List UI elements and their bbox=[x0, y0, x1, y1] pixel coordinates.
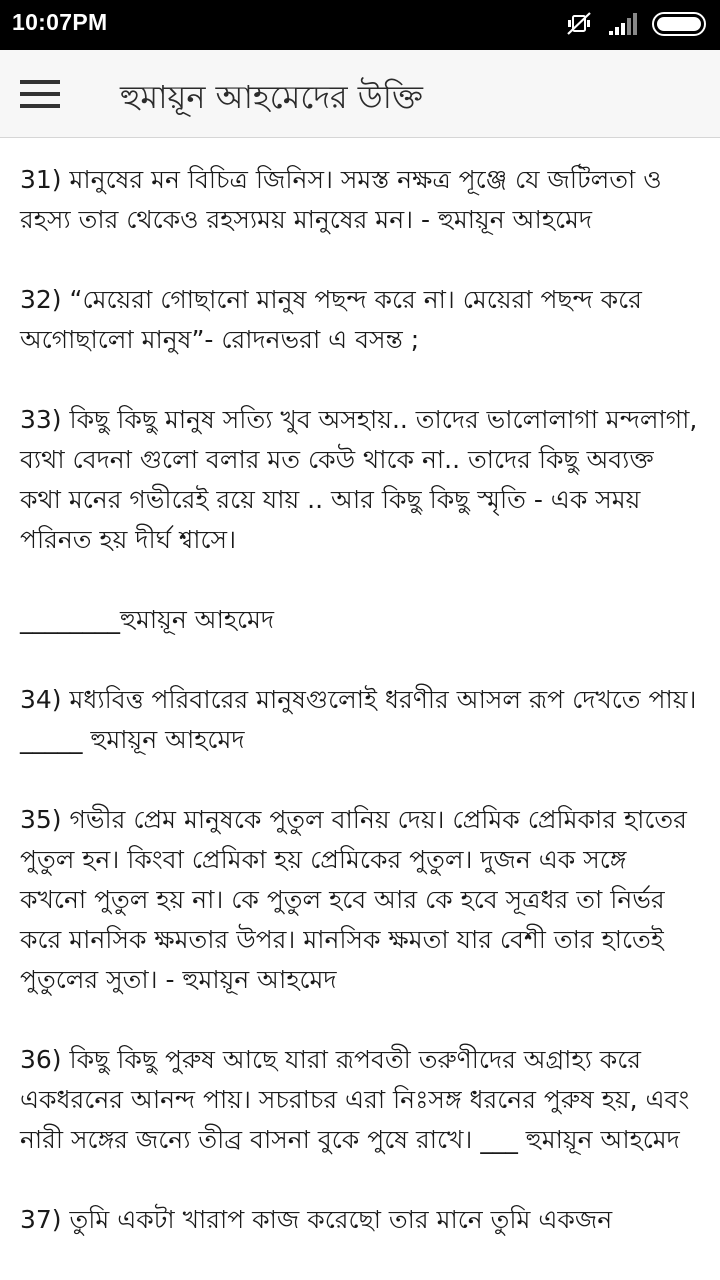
signal-icon bbox=[608, 12, 638, 40]
status-time: 10:07PM bbox=[12, 9, 108, 35]
quote-33: 33) কিছু কিছু মানুষ সত্যি খুব অসহায়.. তাদের ভালোলাগা মন্দলাগা, ব্যথা বেদনা গুলো বলার মত কেউ থাকে না.. তাদের কিছু অব্যক্ত কথা মনের গভীরেই রয়ে যায় .. আর কিছু কিছু স্মৃতি - এক সময় পরিনত হয় দীর্ঘ শ্বাসে। bbox=[20, 405, 698, 554]
quote-35: 35) গভীর প্রেম মানুষকে পুতুল বানিয় দেয়। প্রেমিক প্রেমিকার হাতের পুতুল হন। কিংবা প্রেমিকা হয় প্রেমিকের পুতুল। দুজন এক সঙ্গে কখনো পুতুল হয় না। কে পুতুল হবে আর কে হবে সূত্রধর তা নির্ভর করে মানসিক ক্ষমতার উপর। মানসিক ক্ষমতা যার বেশী তার হাতেই পুতুলের সুতা। - হুমায়ূন আহমেদ bbox=[20, 805, 687, 994]
status-icons bbox=[564, 12, 708, 40]
battery-icon bbox=[652, 12, 708, 40]
quote-34: 34) মধ্যবিত্ত পরিবারের মানুষগুলোই ধরণীর আসল রূপ দেখতে পায়। _____ হুমায়ূন আহমেদ bbox=[20, 685, 697, 754]
status-bar bbox=[0, 0, 720, 50]
quote-32: 32) “মেয়েরা গোছানো মানুষ পছন্দ করে না। মেয়েরা পছন্দ করে অগোছালো মানুষ”- রোদনভরা এ বসন্ত ; bbox=[20, 285, 642, 354]
mute-icon bbox=[564, 11, 594, 41]
quotes-list[interactable] bbox=[0, 138, 720, 1280]
quote-36: 36) কিছু কিছু পুরুষ আছে যারা রূপবতী তরুণীদের অগ্রাহ্য করে একধরনের আনন্দ পায়। সচরাচর এরা নিঃসঙ্গ ধরনের পুরুষ হয়, এবং নারী সঙ্গের জন্যে তীব্র বাসনা বুকে পুষে রাখে। ___ হুমায়ূন আহমেদ bbox=[20, 1045, 690, 1154]
app-bar bbox=[0, 50, 720, 138]
page-title: হুমায়ূন আহমেদের উক্তি bbox=[120, 78, 423, 116]
hamburger-menu-icon[interactable] bbox=[20, 80, 60, 108]
quote-33-attribution: ________হুমায়ূন আহমেদ bbox=[20, 605, 275, 634]
quote-31: 31) মানুষের মন বিচিত্র জিনিস। সমস্ত নক্ষত্র পূঞ্জে যে জটিলতা ও রহস্য তার থেকেও রহস্যময় মানুষের মন। - হুমায়ূন আহমেদ bbox=[20, 165, 662, 234]
quote-37: 37) তুমি একটা খারাপ কাজ করেছো তার মানে তুমি একজন bbox=[20, 1205, 613, 1234]
